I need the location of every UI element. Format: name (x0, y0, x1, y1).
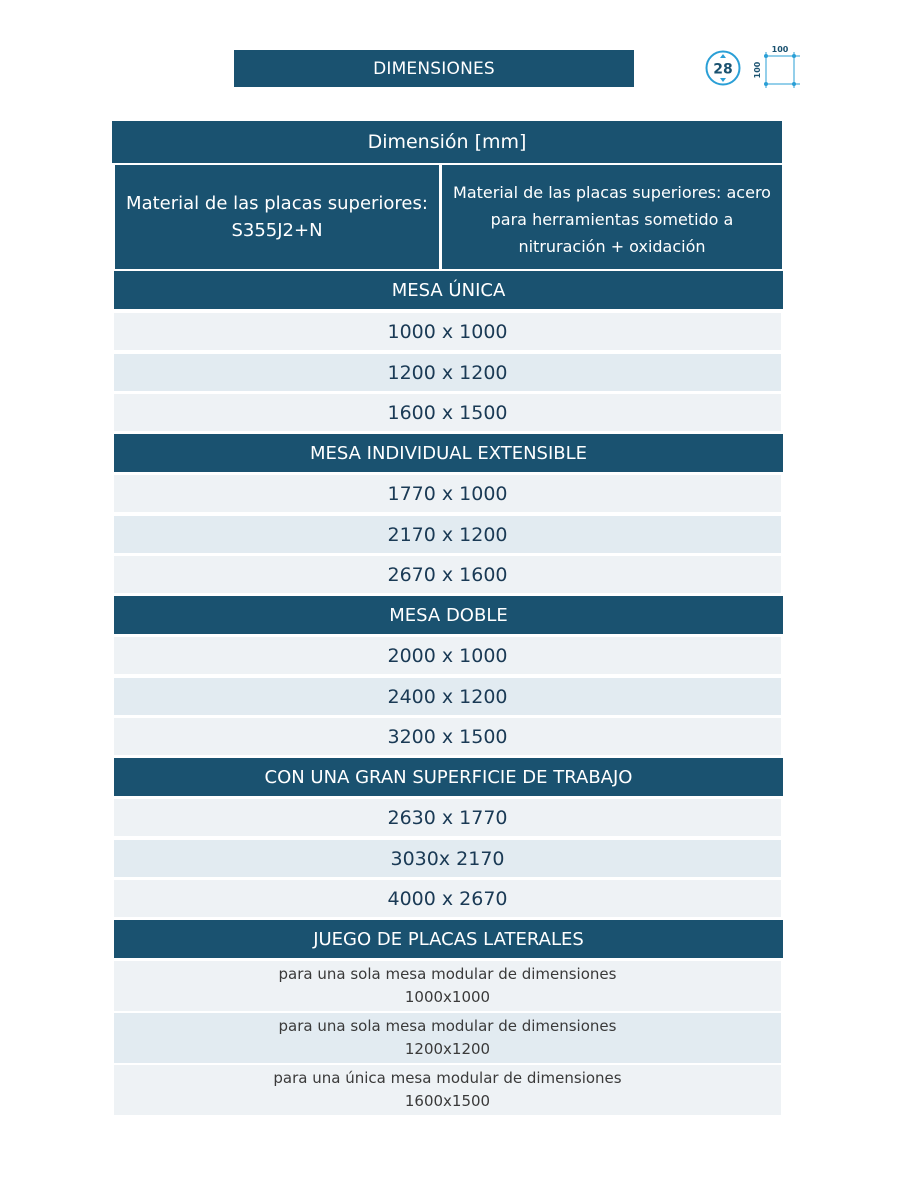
table-row: para una única mesa modular de dimensiones 1600x1500 (114, 1065, 781, 1115)
table-row: 3200 x 1500 (114, 718, 781, 755)
table-row: 2670 x 1600 (114, 556, 781, 593)
table-row: 2000 x 1000 (114, 637, 781, 674)
section-header: MESA INDIVIDUAL EXTENSIBLE (114, 434, 783, 472)
badge-number: 28 (713, 61, 733, 78)
table-row: 1600 x 1500 (114, 394, 781, 431)
section-header: MESA ÚNICA (114, 271, 783, 309)
material-header-right: Material de las placas superiores: acero para herramientas sometido a nitruración + oxidación (442, 165, 782, 269)
grid-spacing-icon (754, 44, 804, 90)
grid-label-side: 100 (753, 61, 762, 79)
grid-label-top: 100 (771, 45, 789, 54)
page-title: DIMENSIONES (234, 50, 634, 87)
size-28-badge-icon (705, 50, 741, 86)
section-header: MESA DOBLE (114, 596, 783, 634)
table-main-header: Dimensión [mm] (112, 121, 782, 163)
table-row: para una sola mesa modular de dimensiones 1200x1200 (114, 1013, 781, 1063)
table-row: 4000 x 2670 (114, 880, 781, 917)
table-row: 2630 x 1770 (114, 799, 781, 836)
section-header: CON UNA GRAN SUPERFICIE DE TRABAJO (114, 758, 783, 796)
table-row: 2170 x 1200 (114, 516, 781, 553)
table-row: 3030x 2170 (114, 840, 781, 877)
table-row: para una sola mesa modular de dimensiones 1000x1000 (114, 961, 781, 1011)
table-row: 1200 x 1200 (114, 354, 781, 391)
table-row: 1770 x 1000 (114, 475, 781, 512)
material-header-left: Material de las placas superiores: S355J2+N (115, 165, 439, 269)
table-row: 1000 x 1000 (114, 313, 781, 350)
section-header: JUEGO DE PLACAS LATERALES (114, 920, 783, 958)
table-row: 2400 x 1200 (114, 678, 781, 715)
